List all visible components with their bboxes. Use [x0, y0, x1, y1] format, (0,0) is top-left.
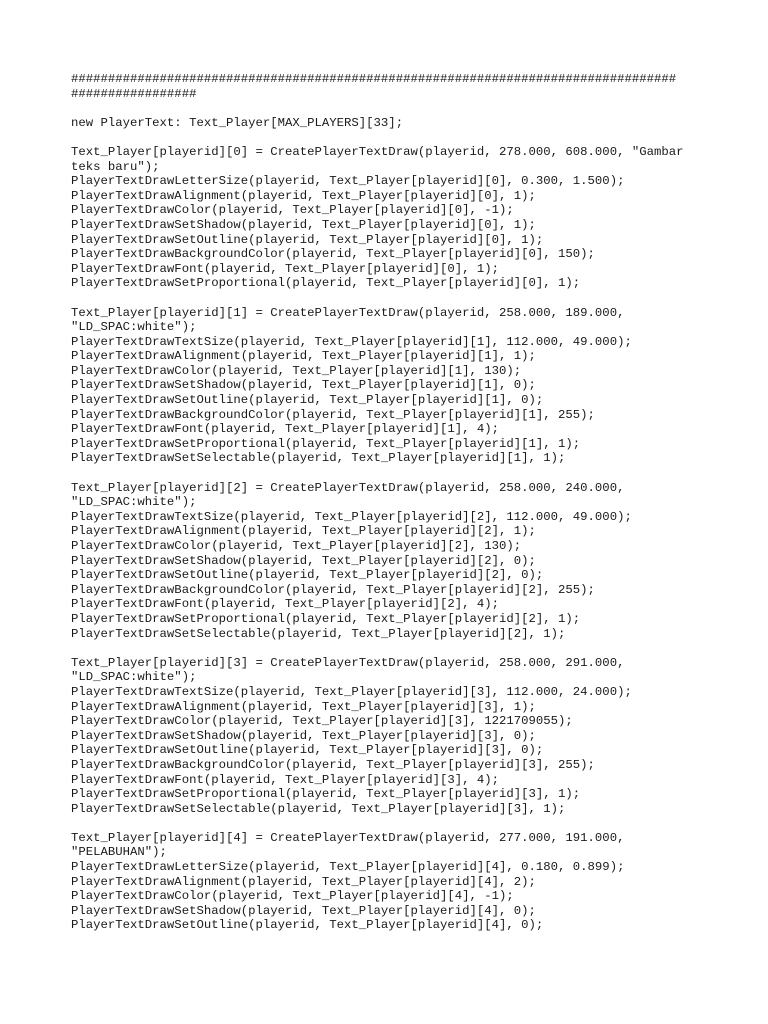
code-line: PlayerTextDrawSetProportional(playerid, Text_Player[playerid][1], 1); [71, 436, 581, 451]
code-line: PlayerTextDrawAlignment(playerid, Text_Player[playerid][4], 2); [71, 874, 536, 889]
code-line: PlayerTextDrawBackgroundColor(playerid, Text_Player[playerid][1], 255); [71, 407, 595, 422]
code-line: PlayerTextDrawSetShadow(playerid, Text_Player[playerid][2], 0); [71, 553, 536, 568]
code-line: teks baru"); [71, 159, 160, 174]
code-line: PlayerTextDrawBackgroundColor(playerid, Text_Player[playerid][0], 150); [71, 247, 595, 262]
code-line: Text_Player[playerid][2] = CreatePlayerTextDraw(playerid, 258.000, 240.000, [71, 480, 625, 495]
code-line [71, 291, 711, 306]
code-line: PlayerTextDrawSetShadow(playerid, Text_Player[playerid][1], 0); [71, 378, 536, 393]
code-line: Text_Player[playerid][3] = CreatePlayerTextDraw(playerid, 258.000, 291.000, [71, 655, 625, 670]
code-line: PlayerTextDrawColor(playerid, Text_Player[playerid][2], 130); [71, 539, 522, 553]
code-line [71, 641, 711, 656]
code-line: PlayerTextDrawSetShadow(playerid, Text_Player[playerid][4], 0); [71, 903, 536, 918]
code-line [71, 130, 711, 145]
code-line: PlayerTextDrawFont(playerid, Text_Player[playerid][1], 4); [71, 422, 500, 437]
code-line: PlayerTextDrawColor(playerid, Text_Player[playerid][4], -1); [71, 889, 514, 904]
code-line: PlayerTextDrawFont(playerid, Text_Player[playerid][0], 1); [71, 261, 500, 276]
code-line [71, 466, 711, 481]
code-line: PlayerTextDrawTextSize(playerid, Text_Player[playerid][3], 112.000, 24.000); [71, 684, 632, 699]
code-line: Text_Player[playerid][4] = CreatePlayerTextDraw(playerid, 277.000, 191.000, [71, 830, 625, 845]
code-line: PlayerTextDrawSetOutline(playerid, Text_Player[playerid][3], 0); [71, 743, 544, 758]
code-line: PlayerTextDrawAlignment(playerid, Text_Player[playerid][3], 1); [71, 699, 536, 714]
code-line: PlayerTextDrawSetProportional(playerid, Text_Player[playerid][0], 1); [71, 276, 581, 291]
code-line: PlayerTextDrawSetOutline(playerid, Text_Player[playerid][4], 0); [71, 918, 544, 933]
code-line: PlayerTextDrawSetOutline(playerid, Text_Player[playerid][0], 1); [71, 232, 544, 247]
code-line: PlayerTextDrawTextSize(playerid, Text_Player[playerid][2], 112.000, 49.000); [71, 509, 632, 524]
code-line: "LD_SPAC:white"); [71, 320, 197, 335]
code-line: PlayerTextDrawSetSelectable(playerid, Text_Player[playerid][2], 1); [71, 626, 566, 641]
code-line: Text_Player[playerid][1] = CreatePlayerTextDraw(playerid, 258.000, 189.000, [71, 305, 625, 320]
code-line [71, 816, 711, 831]
code-line: PlayerTextDrawSetShadow(playerid, Text_Player[playerid][0], 1); [71, 217, 536, 232]
code-line: PlayerTextDrawAlignment(playerid, Text_Player[playerid][0], 1); [71, 188, 536, 203]
code-line: "PELABUHAN"); [71, 845, 167, 860]
code-line: PlayerTextDrawSetProportional(playerid, Text_Player[playerid][2], 1); [71, 611, 581, 626]
code-line: PlayerTextDrawSetProportional(playerid, Text_Player[playerid][3], 1); [71, 787, 581, 802]
code-line: PlayerTextDrawSetOutline(playerid, Text_Player[playerid][2], 0); [71, 568, 544, 583]
code-line: PlayerTextDrawLetterSize(playerid, Text_Player[playerid][0], 0.300, 1.500); [71, 174, 625, 189]
code-line: PlayerTextDrawBackgroundColor(playerid, Text_Player[playerid][3], 255); [71, 757, 595, 772]
code-line: PlayerTextDrawBackgroundColor(playerid, Text_Player[playerid][2], 255); [71, 582, 595, 597]
code-line: ################################################################################## [71, 72, 677, 86]
code-line: PlayerTextDrawSetShadow(playerid, Text_Player[playerid][3], 0); [71, 728, 536, 743]
code-line: PlayerTextDrawSetSelectable(playerid, Text_Player[playerid][1], 1); [71, 451, 566, 466]
code-line: PlayerTextDrawColor(playerid, Text_Player[playerid][0], -1); [71, 203, 514, 218]
code-line: PlayerTextDrawColor(playerid, Text_Player[playerid][1], 130); [71, 363, 522, 378]
code-listing [71, 72, 711, 933]
code-line: new PlayerText: Text_Player[MAX_PLAYERS][33]; [71, 115, 404, 130]
code-line: PlayerTextDrawAlignment(playerid, Text_Player[playerid][1], 1); [71, 349, 536, 364]
code-line: PlayerTextDrawAlignment(playerid, Text_Player[playerid][2], 1); [71, 524, 536, 539]
code-line: "LD_SPAC:white"); [71, 670, 197, 685]
code-line [71, 101, 711, 116]
code-line: Text_Player[playerid][0] = CreatePlayerTextDraw(playerid, 278.000, 608.000, "Gambar [71, 144, 684, 159]
code-line: PlayerTextDrawColor(playerid, Text_Player[playerid][3], 1221709055); [71, 714, 573, 729]
code-line: PlayerTextDrawSetSelectable(playerid, Text_Player[playerid][3], 1); [71, 801, 566, 816]
code-line: PlayerTextDrawTextSize(playerid, Text_Player[playerid][1], 112.000, 49.000); [71, 334, 632, 349]
code-line: PlayerTextDrawFont(playerid, Text_Player[playerid][3], 4); [71, 772, 500, 787]
code-line: PlayerTextDrawFont(playerid, Text_Player[playerid][2], 4); [71, 597, 500, 612]
code-line: "LD_SPAC:white"); [71, 495, 197, 510]
code-line: PlayerTextDrawLetterSize(playerid, Text_Player[playerid][4], 0.180, 0.899); [71, 860, 625, 875]
code-line: PlayerTextDrawSetOutline(playerid, Text_Player[playerid][1], 0); [71, 393, 544, 408]
code-line: ################# [71, 86, 197, 101]
